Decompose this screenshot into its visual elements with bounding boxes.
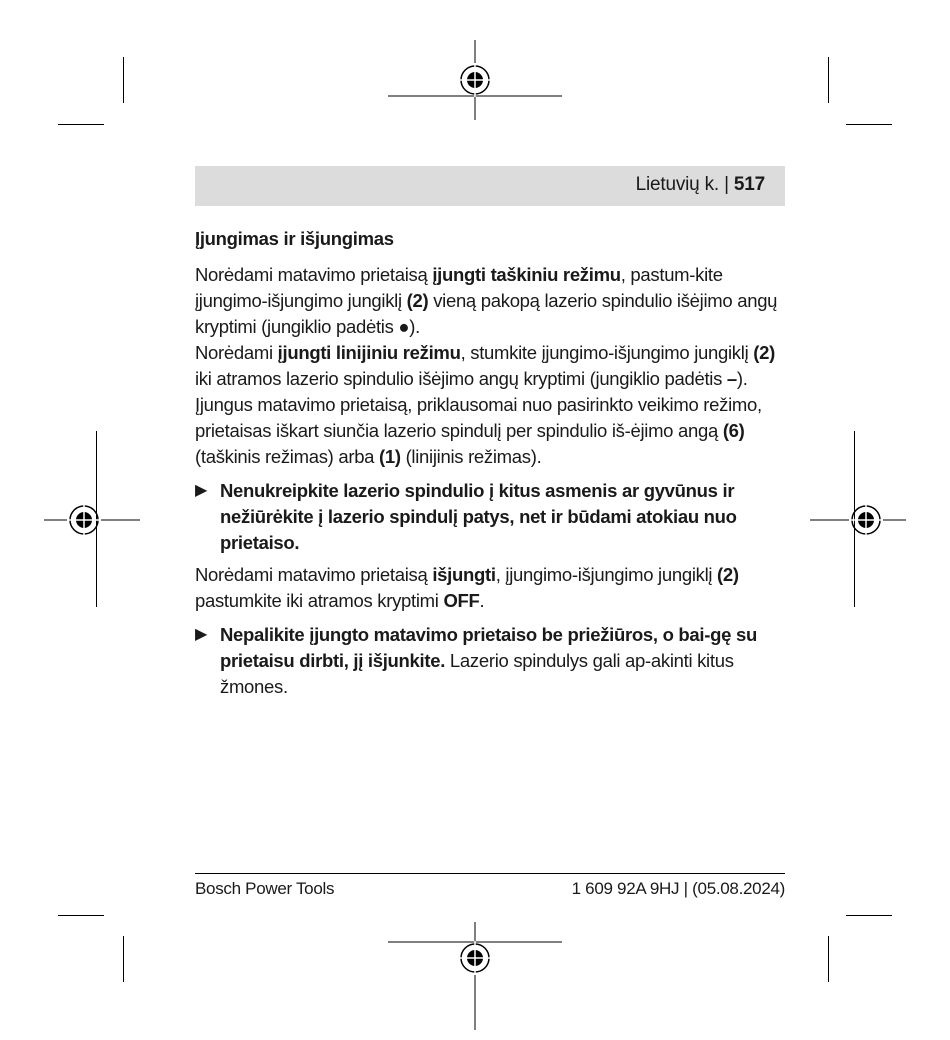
- header-text: Lietuvių k. | 517: [635, 174, 765, 195]
- footer-rule: [195, 873, 785, 874]
- crop-mark: [846, 915, 892, 916]
- warning-arrow-icon: ▶: [195, 626, 208, 643]
- page-number: 517: [733, 174, 765, 195]
- section-title: Įjungimas ir išjungimas: [195, 228, 394, 249]
- header-section: Lietuvių k.: [635, 174, 719, 195]
- footer-brand: Bosch Power Tools: [195, 879, 335, 898]
- paragraph-line-mode: Norėdami įjungti linijiniu režimu, stumkite įjungimo-išjungimo jungiklį (2) iki atramos lazerio spindulio išėjimo angų kryptimi (jungiklio padėtis –).: [195, 342, 775, 389]
- paragraph-point-mode: Norėdami matavimo prietaisą įjungti taškiniu režimu, pastum-kite įjungimo-išjungimo jungiklį (2) vieną pakopą lazerio spindulio išėjimo angų kryptimi (jungiklio padėtis ●).: [195, 264, 778, 337]
- crop-mark: [58, 124, 104, 125]
- paragraph-laser-emission: Įjungus matavimo prietaisą, priklausomai nuo pasirinkto veikimo režimo, prietaisas iškart siunčia lazerio spindulį per spindulio iš-ėjimo angą (6) (taškinis režimas) arba (1) (linijinis režimas).: [195, 394, 762, 467]
- crop-mark: [828, 57, 829, 103]
- warning-arrow-icon: ▶: [195, 482, 208, 499]
- crop-mark: [123, 936, 124, 982]
- warning-laser-eyes: ▶ Nenukreipkite lazerio spindulio į kitus asmenis ar gyvūnus ir nežiūrėkite į lazerio spindulį patys, net ir būdami atokiau nuo prietaiso.: [195, 480, 737, 553]
- crop-mark: [58, 915, 104, 916]
- page-content: [195, 226, 785, 706]
- paragraph-switch-off: Norėdami matavimo prietaisą išjungti, įjungimo-išjungimo jungiklį (2) pastumkite iki atramos kryptimi OFF.: [195, 564, 739, 611]
- registration-mark-bottom: [388, 922, 562, 1030]
- registration-mark-top: [388, 40, 562, 120]
- crop-mark: [828, 936, 829, 982]
- crop-mark: [846, 124, 892, 125]
- page-header: [195, 166, 785, 206]
- crop-mark: [123, 57, 124, 103]
- registration-mark-left: [44, 496, 140, 544]
- warning-unattended: ▶ Nepalikite įjungto matavimo prietaiso be priežiūros, o bai-gę su prietaisu dirbti, jį išjunkite. Lazerio spindulys gali ap-akinti kitus žmones.: [195, 624, 757, 697]
- footer-doc-id: 1 609 92A 9HJ | (05.08.2024): [571, 879, 785, 898]
- registration-mark-right: [810, 496, 906, 544]
